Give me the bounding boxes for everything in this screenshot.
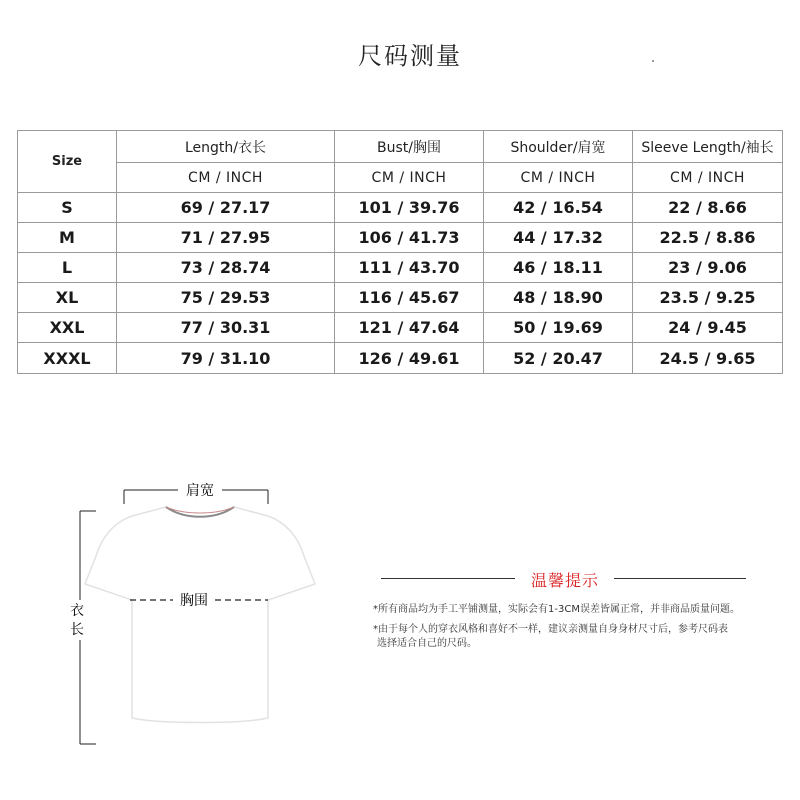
- length-cell: 79 / 31.10: [117, 343, 335, 374]
- tshirt-measurement-diagram: [0, 470, 360, 770]
- unit-header-sleeve: CM / INCH: [633, 163, 783, 193]
- unit-header-bust: CM / INCH: [335, 163, 484, 193]
- tips-divider-right: [614, 578, 746, 579]
- size-cell: S: [18, 193, 117, 223]
- shoulder-cell: 42 / 16.54: [484, 193, 633, 223]
- shoulder-cell: 48 / 18.90: [484, 283, 633, 313]
- length-cell: 75 / 29.53: [117, 283, 335, 313]
- bust-cell: 116 / 45.67: [335, 283, 484, 313]
- bust-cell: 106 / 41.73: [335, 223, 484, 253]
- column-header-sleeve: Sleeve Length/袖长: [633, 131, 783, 163]
- sleeve-cell: 24.5 / 9.65: [633, 343, 783, 374]
- bust-cell: 101 / 39.76: [335, 193, 484, 223]
- chest-label: 胸围: [180, 593, 208, 609]
- size-cell: XXL: [18, 313, 117, 343]
- shoulder-cell: 50 / 19.69: [484, 313, 633, 343]
- tshirt-outline: [85, 507, 315, 723]
- size-column-header: Size: [18, 131, 117, 193]
- shoulder-cell: 52 / 20.47: [484, 343, 633, 374]
- table-row: [18, 223, 783, 253]
- bust-cell: 126 / 49.61: [335, 343, 484, 374]
- bust-cell: 111 / 43.70: [335, 253, 484, 283]
- table-row: [18, 343, 783, 374]
- size-cell: M: [18, 223, 117, 253]
- shoulder-label: 肩宽: [186, 483, 214, 499]
- column-header-shoulder: Shoulder/肩宽: [484, 131, 633, 163]
- column-header-bust: Bust/胸围: [335, 131, 484, 163]
- size-chart-table: [17, 130, 783, 374]
- size-cell: XXXL: [18, 343, 117, 374]
- length-label-bottom: 长: [70, 622, 84, 638]
- length-label-top: 衣: [70, 603, 84, 619]
- unit-header-shoulder: CM / INCH: [484, 163, 633, 193]
- sleeve-cell: 24 / 9.45: [633, 313, 783, 343]
- unit-header-length: CM / INCH: [117, 163, 335, 193]
- bust-cell: 121 / 47.64: [335, 313, 484, 343]
- table-row: [18, 283, 783, 313]
- table-row: [18, 253, 783, 283]
- sleeve-cell: 23 / 9.06: [633, 253, 783, 283]
- table-row: [18, 313, 783, 343]
- length-cell: 73 / 28.74: [117, 253, 335, 283]
- shoulder-cell: 46 / 18.11: [484, 253, 633, 283]
- sleeve-cell: 22 / 8.66: [633, 193, 783, 223]
- column-header-length: Length/衣长: [117, 131, 335, 163]
- decorative-dot: [652, 60, 654, 62]
- length-cell: 71 / 27.95: [117, 223, 335, 253]
- tip-note-1: *所有商品均为手工平铺测量，实际会有1-3CM误差皆属正常，并非商品质量问题。: [373, 604, 740, 615]
- tips-title: 温馨提示: [530, 571, 599, 590]
- size-cell: L: [18, 253, 117, 283]
- page-title: 尺码测量: [358, 42, 462, 70]
- length-cell: 77 / 30.31: [117, 313, 335, 343]
- tip-note-2-line-1: *由于每个人的穿衣风格和喜好不一样，建议亲测量自身身材尺寸后，参考尺码表: [373, 624, 728, 635]
- shoulder-cell: 44 / 17.32: [484, 223, 633, 253]
- length-cell: 69 / 27.17: [117, 193, 335, 223]
- sleeve-cell: 22.5 / 8.86: [633, 223, 783, 253]
- table-row: [18, 193, 783, 223]
- size-cell: XL: [18, 283, 117, 313]
- tips-divider-left: [381, 578, 515, 579]
- tip-note-2-line-2: 选择适合自己的尺码。: [377, 638, 477, 649]
- sleeve-cell: 23.5 / 9.25: [633, 283, 783, 313]
